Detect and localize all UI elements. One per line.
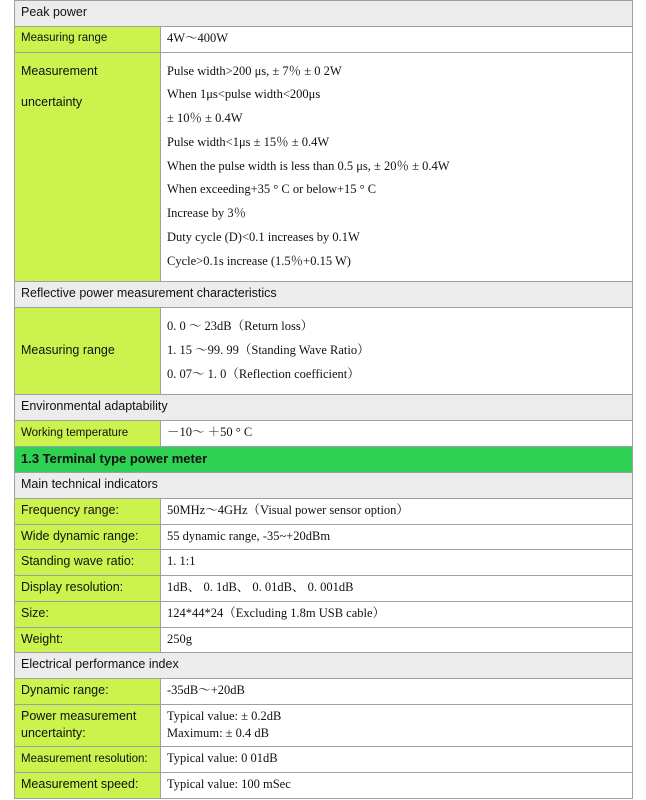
table-row [15,524,633,550]
value-line: When the pulse width is less than 0.5 μs, ± 20％ ± 0.4W [167,158,450,173]
table-row [15,601,633,627]
table-row [15,576,633,602]
value-line: 0. 07～ 1. 0（Reflection coefficient） [167,366,360,381]
row-value-measuring-range: 4W～400W [161,26,633,52]
table-row [15,26,633,52]
table-row [15,308,633,395]
row-value-standing-wave-ratio: 1. 1:1 [161,550,633,576]
value-line: Pulse width>200 μs, ± 7％ ± 0 2W [167,63,342,78]
row-value-measurement-resolution: Typical value: 0 01dB [161,747,633,773]
table-row [15,550,633,576]
table-row [15,627,633,653]
row-label-size: Size: [15,601,161,627]
row-value-measuring-range-reflective [161,308,633,395]
value-line: Pulse width<1μs ± 15％ ± 0.4W [167,134,330,149]
row-value-working-temperature: －10～ ＋50 ° C [161,421,633,447]
table-row [15,704,633,747]
table-row [15,653,633,679]
value-line: Cycle>0.1s increase (1.5％+0.15 W) [167,253,351,268]
table-row [15,421,633,447]
row-label-wide-dynamic-range: Wide dynamic range: [15,524,161,550]
label-line: Measurement [21,63,98,78]
table-row [15,679,633,705]
chapter-title-terminal-type-power-meter: 1.3 Terminal type power meter [15,446,633,472]
row-label-weight: Weight: [15,627,161,653]
row-value-power-measurement-uncertainty [161,704,633,747]
row-value-size: 124*44*24（Excluding 1.8m USB cable） [161,601,633,627]
table-row [15,282,633,308]
row-label-standing-wave-ratio: Standing wave ratio: [15,550,161,576]
group-header-main-technical-indicators: Main technical indicators [15,473,633,499]
value-line: 0. 0 ～ 23dB（Return loss） [167,319,314,333]
value-line: ± 10％ ± 0.4W [167,111,243,125]
row-value-display-resolution: 1dB、 0. 1dB、 0. 01dB、 0. 001dB [161,576,633,602]
row-label-measuring-range: Measuring range [15,26,161,52]
row-value-weight: 250g [161,627,633,653]
specifications-table [14,0,633,799]
table-row [15,52,633,282]
table-row [15,747,633,773]
value-line: Maximum: ± 0.4 dB [167,726,270,741]
table-row [15,473,633,499]
value-line: Typical value: ± 0.2dB [167,708,282,723]
value-line: 1. 15 ～99. 99（Standing Wave Ratio） [167,342,370,357]
row-label-measuring-range-reflective: Measuring range [15,308,161,395]
row-label-working-temperature: Working temperature [15,421,161,447]
table-row [15,498,633,524]
value-line: When 1μs<pulse width<200μs [167,87,321,102]
row-label-display-resolution: Display resolution: [15,576,161,602]
group-header-electrical-performance-index: Electrical performance index [15,653,633,679]
row-label-power-measurement-uncertainty [15,704,161,747]
section-header-peak-power: Peak power [15,1,633,27]
row-label-measurement-resolution: Measurement resolution: [15,747,161,773]
table-row [15,395,633,421]
value-line: Increase by 3％ [167,206,247,220]
table-row [15,446,633,472]
row-label-frequency-range: Frequency range: [15,498,161,524]
section-header-environmental-adaptability: Environmental adaptability [15,395,633,421]
value-line: When exceeding+35 ° C or below+15 ° C [167,182,377,197]
row-value-frequency-range: 50MHz～4GHz（Visual power sensor option） [161,498,633,524]
row-value-dynamic-range: -35dB～+20dB [161,679,633,705]
label-line: uncertainty: [21,726,86,741]
table-row [15,773,633,799]
row-label-measurement-uncertainty [15,52,161,282]
table-row [15,1,633,27]
value-line: Duty cycle (D)<0.1 increases by 0.1W [167,229,360,244]
label-line: uncertainty [21,95,83,110]
row-value-measurement-speed: Typical value: 100 mSec [161,773,633,799]
section-header-reflective-power: Reflective power measurement characteristics [15,282,633,308]
row-value-wide-dynamic-range: 55 dynamic range, -35~+20dBm [161,524,633,550]
row-value-measurement-uncertainty [161,52,633,282]
row-label-measurement-speed: Measurement speed: [15,773,161,799]
label-line: Power measurement [21,709,137,724]
row-label-dynamic-range: Dynamic range: [15,679,161,705]
